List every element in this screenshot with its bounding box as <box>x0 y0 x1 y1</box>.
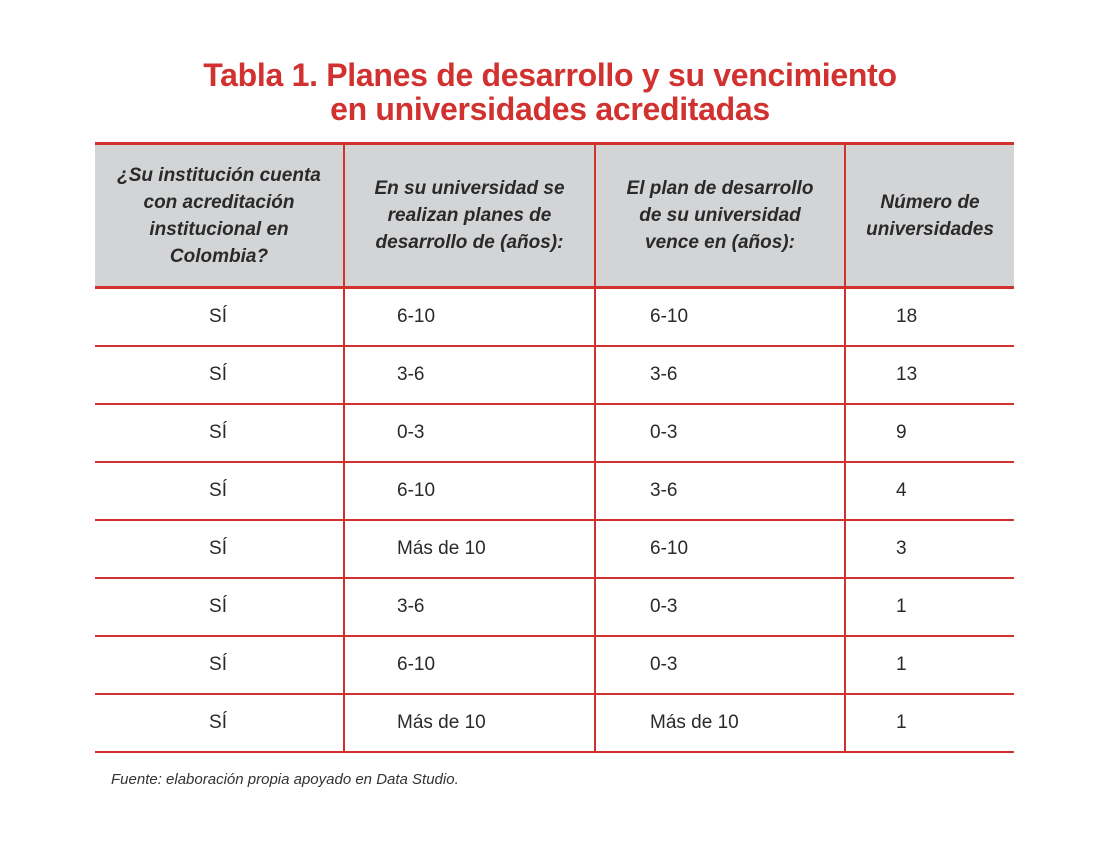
cell-accreditation: SÍ <box>95 288 344 346</box>
cell-plan-expiry: Más de 10 <box>595 694 845 752</box>
cell-plan-duration: 6-10 <box>344 288 595 346</box>
cell-accreditation: SÍ <box>95 462 344 520</box>
cell-accreditation: SÍ <box>95 636 344 694</box>
table-title <box>0 58 1100 126</box>
cell-plan-duration: Más de 10 <box>344 694 595 752</box>
cell-plan-expiry: 0-3 <box>595 636 845 694</box>
cell-university-count: 1 <box>845 694 1014 752</box>
cell-plan-expiry: 3-6 <box>595 346 845 404</box>
table-title-line-1: Tabla 1. Planes de desarrollo y su vencimiento <box>203 57 897 93</box>
header-row <box>95 144 1014 288</box>
table-title-line-2: en universidades acreditadas <box>330 91 770 127</box>
table-row <box>95 404 1014 462</box>
header-plan-expiry: El plan de desarrollo de su universidad vence en (años): <box>595 144 845 288</box>
cell-plan-duration: 3-6 <box>344 346 595 404</box>
cell-accreditation: SÍ <box>95 520 344 578</box>
source-note: Fuente: elaboración propia apoyado en Data Studio. <box>111 771 459 788</box>
table-row <box>95 346 1014 404</box>
cell-accreditation: SÍ <box>95 694 344 752</box>
cell-university-count: 1 <box>845 578 1014 636</box>
cell-university-count: 3 <box>845 520 1014 578</box>
cell-plan-expiry: 0-3 <box>595 404 845 462</box>
cell-university-count: 4 <box>845 462 1014 520</box>
table-row <box>95 288 1014 346</box>
table-header <box>95 144 1014 288</box>
table-row <box>95 578 1014 636</box>
table-row <box>95 462 1014 520</box>
cell-plan-expiry: 0-3 <box>595 578 845 636</box>
cell-accreditation: SÍ <box>95 578 344 636</box>
table-body <box>95 288 1014 752</box>
cell-plan-duration: 0-3 <box>344 404 595 462</box>
cell-plan-expiry: 6-10 <box>595 288 845 346</box>
cell-accreditation: SÍ <box>95 404 344 462</box>
header-university-count: Número de universidades <box>845 144 1014 288</box>
cell-accreditation: SÍ <box>95 346 344 404</box>
cell-plan-duration: 3-6 <box>344 578 595 636</box>
cell-plan-duration: 6-10 <box>344 462 595 520</box>
cell-plan-expiry: 6-10 <box>595 520 845 578</box>
table-row <box>95 520 1014 578</box>
development-plans-table <box>95 142 1014 753</box>
cell-university-count: 1 <box>845 636 1014 694</box>
cell-university-count: 13 <box>845 346 1014 404</box>
table-row <box>95 636 1014 694</box>
cell-plan-expiry: 3-6 <box>595 462 845 520</box>
header-plan-duration: En su universidad se realizan planes de desarrollo de (años): <box>344 144 595 288</box>
cell-plan-duration: 6-10 <box>344 636 595 694</box>
table-row <box>95 694 1014 752</box>
cell-university-count: 18 <box>845 288 1014 346</box>
cell-plan-duration: Más de 10 <box>344 520 595 578</box>
cell-university-count: 9 <box>845 404 1014 462</box>
header-accreditation: ¿Su institución cuenta con acreditación institucional en Colombia? <box>95 144 344 288</box>
